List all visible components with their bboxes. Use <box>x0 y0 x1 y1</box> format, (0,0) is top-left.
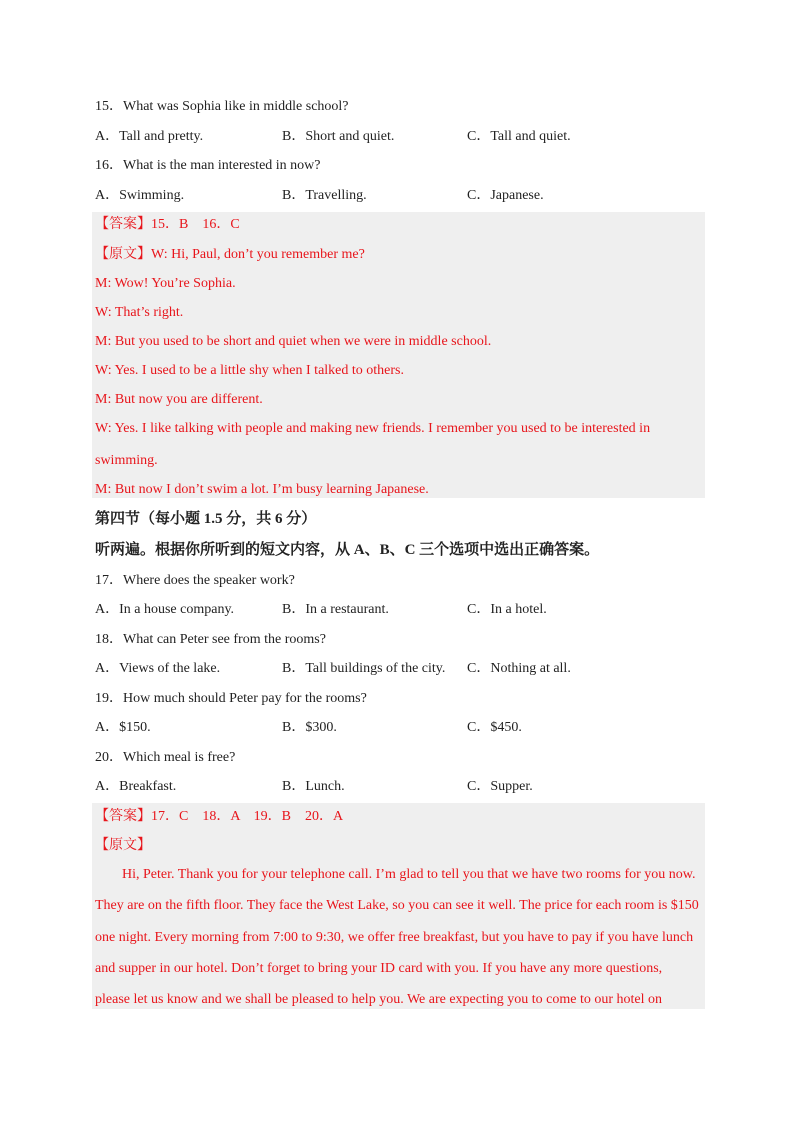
option-b: B．In a restaurant. <box>282 602 389 617</box>
option-a: A．Swimming. <box>95 188 185 203</box>
question-17: 17．Where does the speaker work? <box>95 573 295 588</box>
transcript-paragraph-line: one night. Every morning from 7:00 to 9:30, we offer free breakfast, but you have to pay if you have lunch <box>95 930 694 945</box>
option-b: B．Travelling. <box>282 188 367 203</box>
option-c: C．Japanese. <box>467 188 544 203</box>
section-instruction: 听两遍。根据你所听到的短文内容，从 A、B、C 三个选项中选出正确答案。 <box>95 542 600 558</box>
transcript-paragraph-line: please let us know and we shall be pleased to help you. We are expecting you to come to our hotel on <box>95 992 663 1007</box>
options-19 <box>95 719 705 737</box>
option-c: C．$450. <box>467 720 522 735</box>
options-15 <box>95 128 705 146</box>
transcript-line: M: But now I don’t swim a lot. I’m busy learning Japanese. <box>95 482 429 497</box>
transcript-line: swimming. <box>95 453 158 468</box>
option-a: A．Tall and pretty. <box>95 129 204 144</box>
question-19: 19．How much should Peter pay for the rooms? <box>95 691 367 706</box>
transcript-line: M: But now you are different. <box>95 392 263 407</box>
option-b: B．Lunch. <box>282 779 345 794</box>
transcript-line: W: Yes. I like talking with people and making new friends. I remember you used to be interested in <box>95 421 651 436</box>
options-20 <box>95 778 705 796</box>
option-c: C．Tall and quiet. <box>467 129 571 144</box>
transcript-line: W: That’s right. <box>95 305 184 320</box>
transcript-label: 【原文】 <box>95 838 151 853</box>
option-a: A．Views of the lake. <box>95 661 221 676</box>
option-b: B．Tall buildings of the city. <box>282 661 446 676</box>
question-18: 18．What can Peter see from the rooms? <box>95 632 326 647</box>
transcript-line: W: Yes. I used to be a little shy when I talked to others. <box>95 363 404 378</box>
transcript-paragraph-line: and supper in our hotel. Don’t forget to bring your ID card with you. If you have any more questions, <box>95 961 663 976</box>
transcript-paragraph-line: They are on the fifth floor. They face the West Lake, so you can see it well. The price for each room is $150 <box>95 898 699 913</box>
option-a: A．Breakfast. <box>95 779 177 794</box>
question-15: 15．What was Sophia like in middle school? <box>95 99 349 114</box>
question-16: 16．What is the man interested in now? <box>95 158 321 173</box>
option-c: C．In a hotel. <box>467 602 547 617</box>
question-20: 20．Which meal is free? <box>95 750 236 765</box>
section-title: 第四节（每小题 1.5 分，共 6 分） <box>95 511 317 527</box>
answer-15-16: 【答案】15．B 16．C <box>95 217 240 232</box>
options-18 <box>95 660 705 678</box>
transcript-line: 【原文】W: Hi, Paul, don’t you remember me? <box>95 247 365 262</box>
options-16 <box>95 187 705 205</box>
transcript-line: M: Wow! You’re Sophia. <box>95 276 236 291</box>
answer-17-20: 【答案】17．C 18．A 19．B 20．A <box>95 809 344 824</box>
transcript-paragraph-line: Hi, Peter. Thank you for your telephone call. I’m glad to tell you that we have two rooms for you now. <box>122 867 696 882</box>
option-b: B．$300. <box>282 720 337 735</box>
option-c: C．Supper. <box>467 779 533 794</box>
option-a: A．$150. <box>95 720 151 735</box>
option-b: B．Short and quiet. <box>282 129 395 144</box>
option-c: C．Nothing at all. <box>467 661 571 676</box>
options-17 <box>95 601 705 619</box>
option-a: A．In a house company. <box>95 602 235 617</box>
transcript-line: M: But you used to be short and quiet when we were in middle school. <box>95 334 492 349</box>
